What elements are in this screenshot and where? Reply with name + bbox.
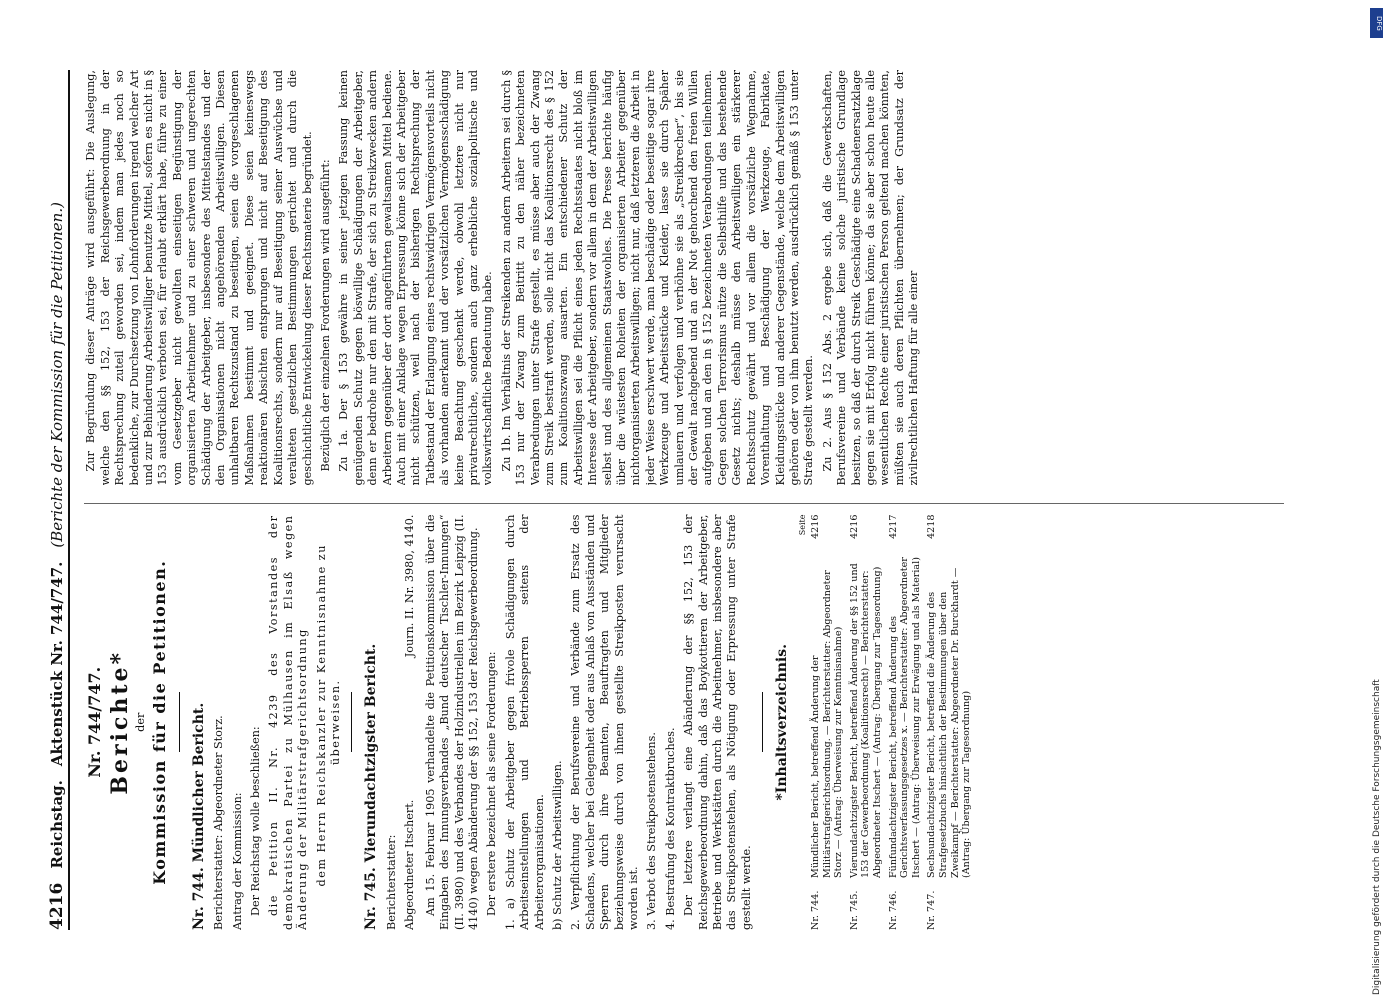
right-paragraph: Zu 2. Aus § 152 Abs. 2 ergebe sich, daß die Gewerkschaften, Berufsvereine und Verbände keine solche juristische Grundlage besitzen, so daß der durch Streik Geschädigte eine Schadenersatzklage gegen sie mit Erfolg nicht führen könne; da sie aber schon heute alle wesentlichen Rechte einer juristischen Person geltend machen könnten, müßten sie auch deren Pflichten übernehmen; der Grundsatz der zivilrechtlichen Haftung für alle einer (820, 70, 921, 486)
section-745-heading: Nr. 745. Vierundachtzigster Bericht. (363, 643, 380, 930)
title-kommission: Kommission für die Petitionen. (149, 559, 169, 885)
toc-row (926, 515, 972, 931)
digitization-stamp: Digitalisierung gefördert durch die Deutsche Forschungsgemeinschaft (1372, 679, 1382, 995)
toc-row (810, 515, 845, 931)
right-paragraph: Zur Begründung dieser Anträge wird ausgeführt: Die Auslegung, welche den §§ 152, 153 der Reichsgewerbeordnung in der Rechtsprechung zuteil geworden sei, indem man jedes noch so bedenkliche, zur Durchsetzung von Lohnforderungen irgend welcher Art und zur Behinderung Arbeitswilliger benutzte Mittel, sofern es nicht in § 153 ausdrücklich verboten sei, für erlaubt erklärt habe, führe zu einer vom Gesetzgeber nicht gewollten einseitigen Begünstigung der organisierten Arbeitnehmer und zu einer schweren und ungerechten Schädigung der Arbeitgeber, insbesondere des Mittelstandes und der den Organisationen nicht angehörenden Arbeitswilligen. Diesen unhaltbaren Rechtszustand zu beseitigen, seien die vorgeschlagenen Maßnahmen bestimmt und geeignet. Diese seien keineswegs reaktionären Absichten entsprungen und nicht auf Beseitigung des Koalitionsrechts, sondern nur auf Beseitigung seiner Auswüchse und veralteten gesetzlichen Bestimmungen gerichtet und durch die geschichtliche Entwickelung dieser Rechtsmaterie begründet. (84, 70, 314, 486)
right-column (84, 70, 1284, 486)
s745-berichterstatter-label: Berichterstatter: (384, 834, 398, 930)
left-column (84, 504, 1284, 931)
header-reichstag: Reichstag. (48, 780, 66, 869)
toc-page: 4218 (926, 514, 938, 539)
toc-page: 4216 (810, 514, 822, 539)
right-paragraph: Bezüglich der einzelnen Forderungen wird ausgeführt: (318, 159, 332, 472)
toc-nr: Nr. 747. (926, 890, 938, 930)
toc-text: Mündlicher Bericht, betreffend Änderung der Militärstrafgerichtsordnung. — Berichterstatter: Abgeordneter Storz — (Antrag: Überweisung zur Kenntnisnahme) (810, 570, 845, 878)
dfg-logo: DFG (1370, 8, 1383, 38)
s745-journal: Journ. II. Nr. 3980, 4140. (403, 514, 417, 658)
toc-nr: Nr. 744. (810, 890, 822, 930)
s745-paragraph: Am 15. Februar 1905 verhandelte die Petitionskommission über die Eingaben des Innungsverbandes „Bund deutscher Tischler-Innungen“ (II. 3980) und des Verbandes der Holzindustriellen im Bezirk Leipzig (II. 4140) wegen Abänderung der §§ 152, 153 der Reichsgewerbeordnung. (423, 514, 480, 930)
page-header (47, 70, 70, 930)
toc-text: Vierundachtzigster Bericht, betreffend Änderung der §§ 152 und 153 der Gewerbeordnung (Koalitionsrecht) — Berichterstatter: Abgeordneter Itschert — (Antrag: Übergang zur Tagesordnung) (848, 563, 883, 878)
toc-row (849, 515, 884, 931)
toc-text: Fünfundachtzigster Bericht, betreffend Änderung des Gerichtsverfassungsgesetzes x. — Berichterstatter: Abgeordneter Itschert — (Antrag: Überweisung zur Erwägung und als Material) (887, 557, 922, 878)
s744-antrag: Antrag der Kommission: (230, 792, 244, 930)
header-subtitle: (Berichte der Kommission für die Petitionen.) (48, 202, 66, 548)
toc-page: 4217 (887, 514, 899, 539)
right-paragraph: Zu 1b. Im Verhältnis der Streikenden zu andern Arbeitern sei durch § 153 nur der Zwang zum Beitritt zu den näher bezeichneten Verabredungen unter Strafe gestellt, es müsse aber auch der Zwang zum Streik bestraft werden, solle nicht das Koalitionsrecht des § 152 zum Koalitionszwang ausarten. Ein entschiedener Schutz der Arbeitswilligen sei die Pflicht eines jeden Rechtsstaates nicht bloß im Interesse der Arbeitgeber, sondern vor allem in dem der Arbeitswilligen selbst und des allgemeinen Staatswohles. Die Presse berichte häufig über die wüstesten Roheiten der organisierten Arbeiter gegenüber nichtorganisierten Arbeitswilligen; nicht nur, daß letzteren die Arbeit in jeder Weise erschwert werde, man beschädige oder beseitige sogar ihre Werkzeuge und Arbeitsstücke und Kleider, lasse sie durch Späher umlauern und verfolgen und verhöhne sie als „Streikbrecher“, bis sie der Gewalt nachgebend und an der Not gehorchend den freien Willen aufgeben und an den in § 152 bezeichneten Verabredungen teilnehmen. Gegen solchen Terrorismus nütze die Selbsthilfe und das bestehende Gesetz nichts; deshalb müsse den Arbeitswilligen ein stärkerer Rechtsschutz gewährt und vor allem die vorsätzliche Wegnahme, Vorenthaltung und Beschädigung der Werkzeuge, Fabrikate, Kleidungsstücke und anderer Gegenstände, welche dem Arbeitswilligen gehören oder von ihm benutzt werden, ausdrücklich gemäß § 153 unter Strafe gestellt werden. (499, 70, 816, 486)
title-der: der (134, 712, 148, 732)
s744-beschliessen: Der Reichstag wolle beschließen: (249, 726, 263, 916)
s745-paragraph: Der erstere bezeichnet als seine Forderungen: (485, 651, 499, 916)
header-aktenstueck: Aktenstück Nr. 744/747. (48, 561, 66, 767)
s745-berichterstatter-name: Abgeordneter Itschert. (403, 799, 417, 930)
title-number: Nr. 744/747. (85, 666, 105, 778)
toc-page: 4216 (848, 514, 860, 539)
toc-nr: Nr. 745. (848, 890, 860, 930)
s745-list-item: b) Schutz der Arbeitswilligen. (550, 760, 564, 930)
s745-list-item: 3. Verbot des Streikpostenstehens. (645, 732, 659, 930)
divider (762, 692, 763, 752)
toc-nr: Nr. 746. (887, 890, 899, 930)
s745-list-item: 4. Bestrafung des Kontraktbruches. (663, 727, 677, 930)
toc-row (888, 515, 923, 931)
toc-heading: *Inhaltsverzeichnis. (774, 644, 791, 801)
page-number: 4216 (47, 882, 67, 930)
title-berichte: Berichte* (107, 649, 134, 795)
toc-seite: Seite (797, 514, 807, 536)
s744-petition: die Petition II. Nr. 4239 des Vorstandes der demokratischen Partei zu Mülhausen im Elsaß wegen Änderung der Militärstrafgerichtsordnung (267, 514, 310, 930)
s744-berichterstatter: Berichterstatter: Abgeordneter Storz. (212, 715, 226, 930)
s745-list-item: 1. a) Schutz der Arbeitgeber gegen frivole Schädigungen durch Arbeitseinstellungen und Betriebssperren seitens der Arbeiterorganisationen. (503, 514, 546, 930)
s745-list-item: 2. Verpflichtung der Berufsvereine und Verbände zum Ersatz des Schadens, welcher bei Gelegenheit oder aus Anlaß von Ausständen und Sperren durch ihre Beamten, Beauftragten und Mitglieder beziehungsweise durch von ihnen gestellte Streikposten verursacht worden ist. (569, 514, 640, 930)
toc-text: Sechsundachtzigster Bericht, betreffend die Änderung des Strafgesetzbuchs hinsichtlich der Bestimmungen über den Zweikampf — Berichterstatter: Abgeordneter Dr. Burckhardt — (Antrag: Übergang zur Tagesordnung) (926, 567, 973, 878)
right-paragraph: Zu 1a. Der § 153 gewähre in seiner jetzigen Fassung keinen genügenden Schutz gegen böswillige Schädigungen der Arbeitgeber, denn er bedrohe nur den mit Strafe, der sich zu Streikzwecken andern Arbeitern gegenüber der dort angeführten gewaltsamen Mittel bediene. Auch mit einer Anklage wegen Erpressung könne sich der Arbeitgeber nicht schützen, weil nach der bisherigen Rechtsprechung der Tatbestand der Erlangung eines rechtswidrigen Vermögensvorteils nicht als vorhanden anerkannt und der vorsätzlichen Vermögensschädigung keine Beachtung geschenkt werde, obwohl letztere nicht nur privatrechtliche, sondern auch ganz erhebliche sozialpolitische und volkswirtschaftliche Bedeutung habe. (337, 70, 495, 486)
s744-ueberweisung: dem Herrn Reichskanzler zur Kenntnisnahme zu überweisen. (314, 544, 343, 887)
divider (179, 692, 180, 752)
section-744-heading: Nr. 744. Mündlicher Bericht. (190, 702, 207, 930)
s745-paragraph: Der letztere verlangt eine Abänderung der §§ 152, 153 der Reichsgewerbeordnung dahin, daß das Boykottieren der Arbeitgeber, Betriebe und Werkstätten durch die Arbeitnehmer, insbesondere aber das Streikpostenstehen, als Nötigung oder Erpressung unter Strafe gestellt werde. (682, 514, 753, 930)
divider (351, 692, 352, 752)
